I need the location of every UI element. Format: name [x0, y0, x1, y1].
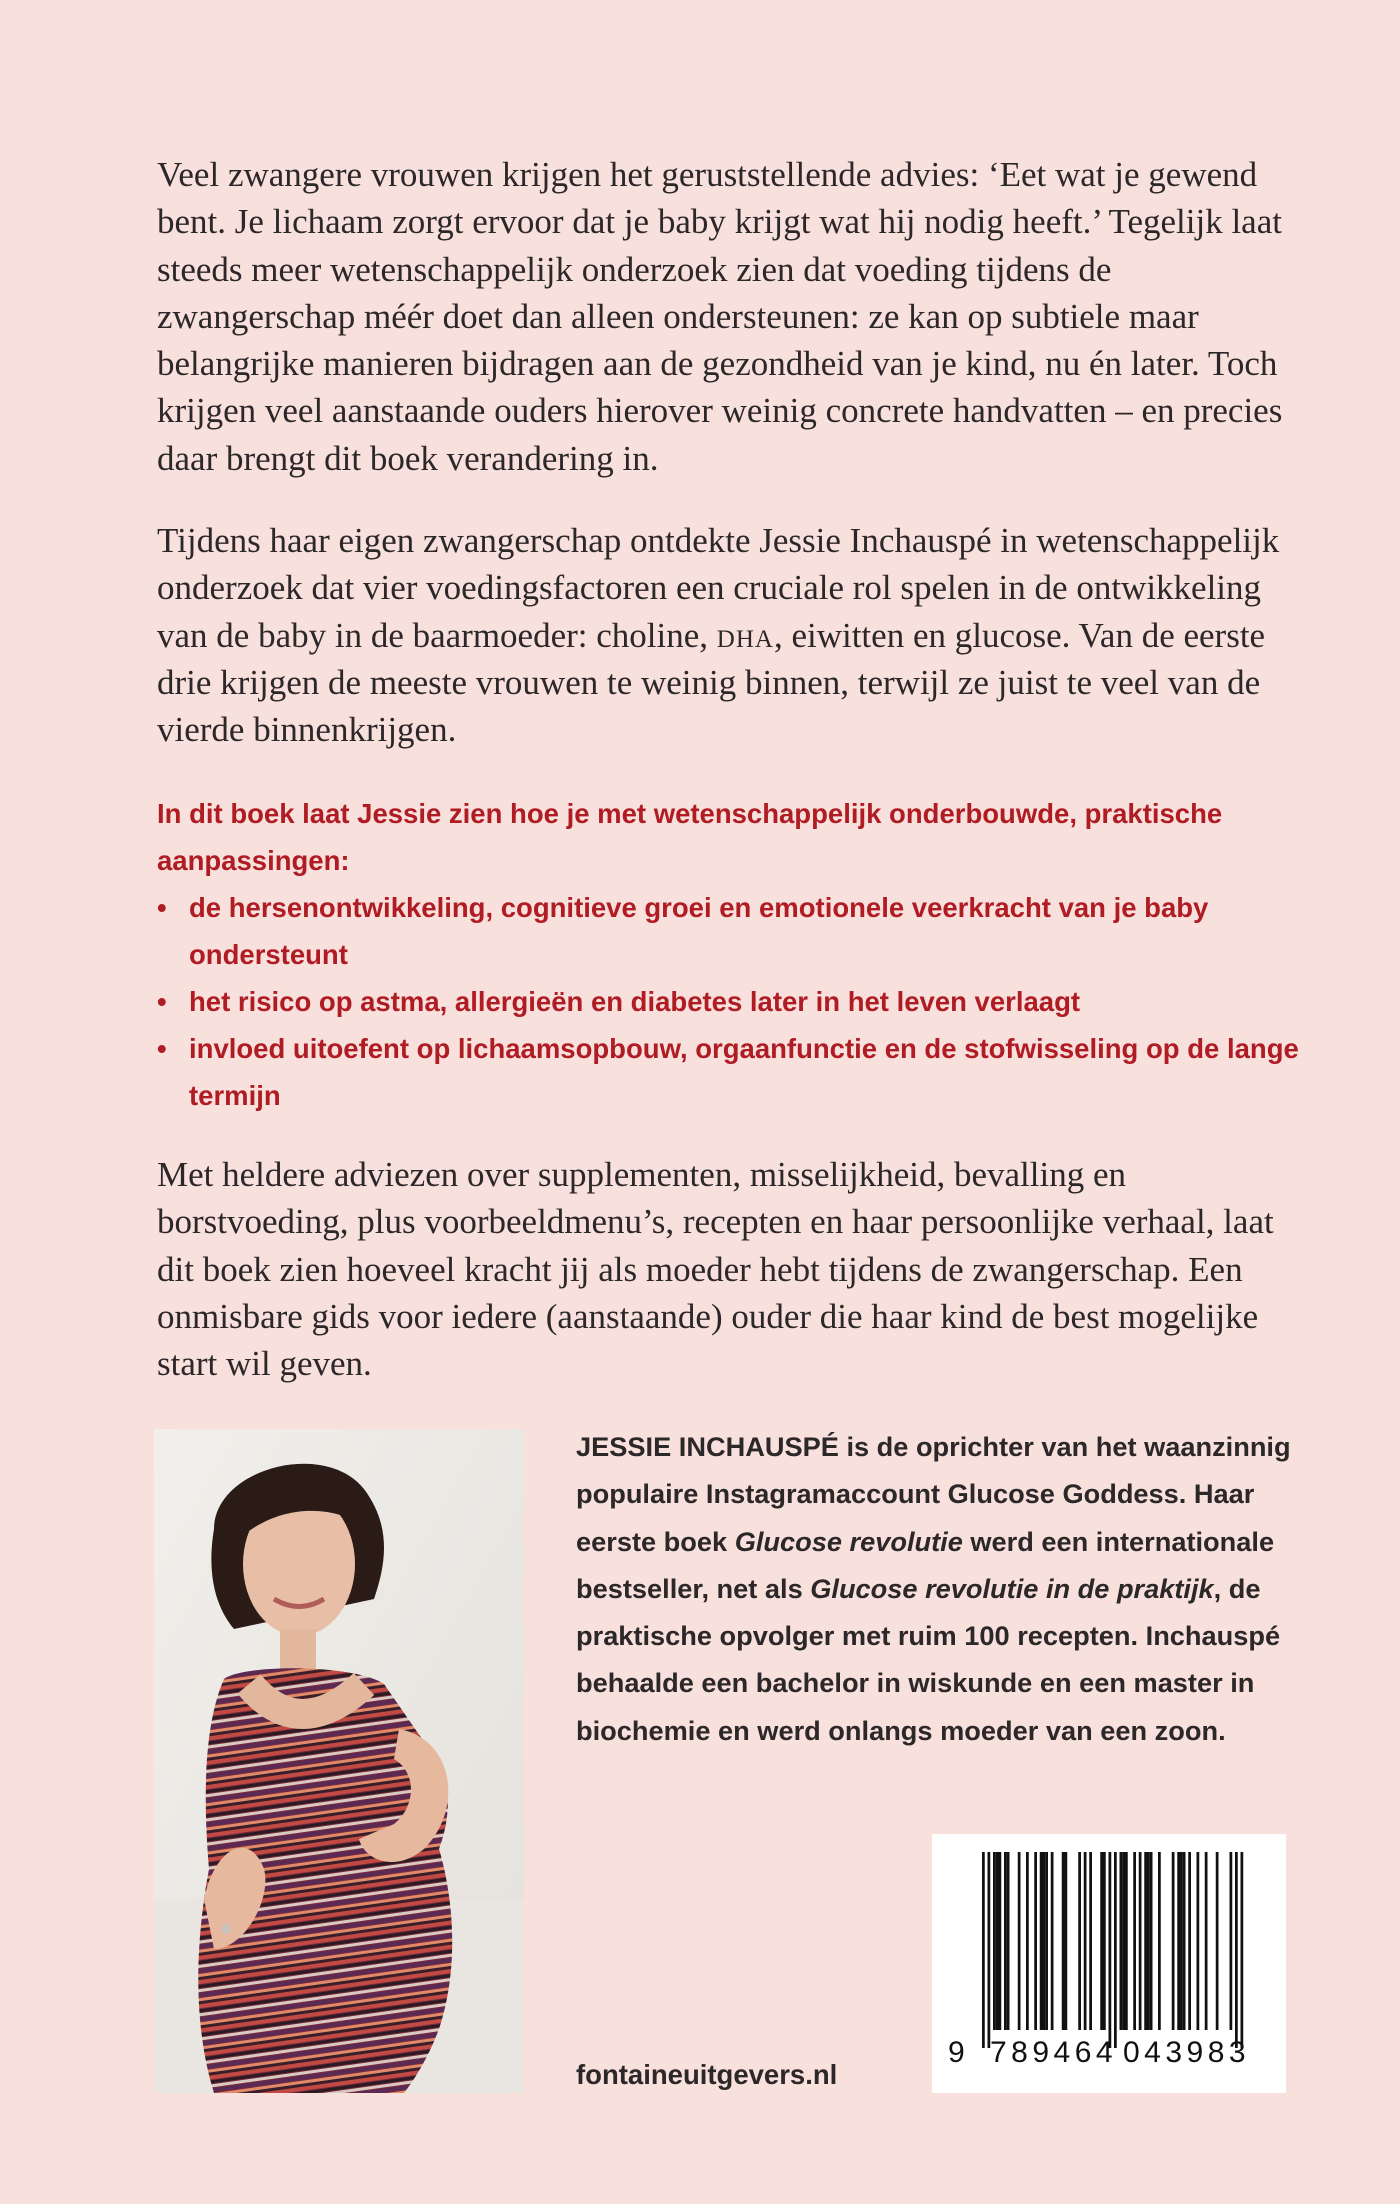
barcode-bar — [1172, 1852, 1175, 2030]
barcode-bar — [1034, 1852, 1037, 2030]
highlights-intro: In dit boek laat Jessie zien hoe je met wetenschappelijk onderbouwde, praktische aanpassingen: — [157, 798, 1223, 876]
barcode-bar — [996, 1852, 999, 2030]
highlights-list-item-text: invloed uitoefent op lichaamsopbouw, orgaanfunctie en de stofwisseling op de lange termijn — [189, 1033, 1299, 1111]
dha-abbreviation: dha — [716, 615, 774, 655]
barcode-bar — [1100, 1852, 1103, 2030]
barcode-bar — [988, 1852, 991, 2048]
barcode-bar — [1205, 1852, 1208, 2030]
barcode-bar — [1065, 1852, 1068, 2030]
barcode-bar — [1026, 1852, 1029, 2030]
bullet-icon: • — [157, 1033, 167, 1064]
barcode-bar — [1235, 1852, 1238, 2048]
barcode-bar — [1084, 1852, 1087, 2030]
intro-paragraph-1: Veel zwangere vrouwen krijgen het geruststellende advies: ‘Eet wat je gewend bent. Je lichaam zorgt ervoor dat je baby krijgt wat hij nodig heeft.’ Tegelijk laat steeds meer wetenschappelijk onderzoek zien dat voeding tijdens de zwangerschap méér doet dan alleen ondersteunen: ze kan op subtiele maar belangrijke manieren bijdragen aan de gezondheid van je kind, nu én later. Toch krijgen veel aanstaande ouders hierover weinig concrete handvatten – en precies daar brengt dit boek verandering in. — [157, 155, 1283, 478]
barcode-bar — [1133, 1852, 1136, 2030]
author-bio — [576, 1423, 1296, 1754]
barcode-bar — [1120, 1852, 1123, 2030]
barcode-bar — [1180, 1852, 1183, 2030]
intro-paragraph-2-part-2: , eiwitten en glucose. Van de eerste drie krijgen de meeste vrouwen te weinig binnen, terwijl ze juist te veel van de vierde binnenkrijgen. — [157, 615, 1266, 750]
intro-paragraph-2-part-1: Tijdens haar eigen zwangerschap ontdekte Jessie Inchauspé in wetenschappelijk onderzoek dat vier voedingsfactoren een cruciale rol spelen in de ontwikkeling van de baby in de baarmoeder: choline, — [157, 521, 1280, 655]
author-photo — [154, 1429, 524, 2093]
highlights-list-item-text: de hersenontwikkeling, cognitieve groei en emotionele veerkracht van je baby ondersteunt — [189, 892, 1209, 970]
barcode-bar — [1122, 1852, 1125, 2030]
publisher-url: fontaineuitgevers.nl — [576, 2059, 838, 2090]
barcode-bar — [1004, 1852, 1007, 2030]
barcode-bar — [1158, 1852, 1161, 2030]
highlights-list-item — [157, 884, 1307, 978]
barcode-bar — [1018, 1852, 1021, 2030]
barcode-bar — [1040, 1852, 1043, 2030]
highlights-section — [157, 790, 1307, 1119]
author-name: JESSIE INCHAUSPÉ — [576, 1431, 839, 1462]
book-title: Glucose revolutie in de praktijk — [810, 1572, 1214, 1604]
author-bio-text: werd een internationale bestseller, net als — [576, 1525, 1275, 1604]
barcode-first-digit: 9 — [948, 2036, 965, 2069]
barcode-bar — [1062, 1852, 1065, 2030]
highlights-list-item — [157, 1025, 1307, 1119]
barcode-bar — [1188, 1852, 1191, 2030]
barcode-left-digits: 789464 — [990, 2036, 1118, 2069]
highlights-list-item-text: het risico op astma, allergieën en diabetes later in het leven verlaagt — [189, 986, 1081, 1017]
bullet-icon: • — [157, 986, 167, 1017]
author-bio-text: is de oprichter van het waanzinnig populaire Instagramaccount Glucose Goddess. Haar eerste boek — [576, 1431, 1291, 1557]
closing-paragraph: Met heldere adviezen over supplementen, misselijkheid, bevalling en borstvoeding, plus voorbeeldmenu’s, recepten en haar persoonlijke verhaal, laat dit boek zien hoeveel kracht jij als moeder hebt tijdens de zwangerschap. Een onmisbare gids voor iedere (aanstaande) ouder die haar kind de best mogelijke start wil geven. — [157, 1155, 1274, 1384]
barcode-digits — [932, 2036, 1286, 2080]
barcode-bar — [1183, 1852, 1186, 2030]
barcode-bar — [1150, 1852, 1153, 2030]
barcode-bar — [1125, 1852, 1128, 2030]
barcode-bar — [1109, 1852, 1112, 2048]
barcode-bar — [1114, 1852, 1117, 2048]
book-title: Glucose revolutie — [734, 1525, 963, 1557]
barcode-bar — [1078, 1852, 1081, 2030]
barcode-bar — [1144, 1852, 1147, 2030]
barcode-bar — [1139, 1852, 1142, 2030]
barcode-bar — [1216, 1852, 1219, 2030]
barcode-bar — [1197, 1852, 1200, 2030]
barcode-bar — [982, 1852, 985, 2048]
highlights-list — [157, 884, 1307, 1119]
bullet-icon: • — [157, 892, 167, 923]
intro-paragraph-2 — [157, 517, 1307, 753]
barcode-bar — [1051, 1852, 1054, 2030]
isbn-barcode — [932, 1834, 1286, 2093]
barcode-bar — [1007, 1852, 1010, 2030]
barcode-bar — [1147, 1852, 1150, 2030]
barcode-bar — [1241, 1852, 1244, 2048]
barcode-bar — [999, 1852, 1002, 2030]
barcode-bar — [1043, 1852, 1046, 2030]
barcode-bar — [1230, 1852, 1233, 2030]
barcode-right-digits: 043983 — [1123, 2036, 1251, 2069]
barcode-bar — [1089, 1852, 1092, 2030]
barcode-bar — [1045, 1852, 1048, 2030]
barcode-bar — [1177, 1852, 1180, 2030]
barcode-bar — [1103, 1852, 1106, 2030]
author-bio-text: , de praktische opvolger met ruim 100 recepten. Inchauspé behaalde een bachelor in wiskunde en een master in biochemie en werd onlangs moeder van een zoon. — [576, 1572, 1281, 1746]
barcode-bar — [993, 1852, 996, 2030]
highlights-list-item — [157, 978, 1307, 1025]
